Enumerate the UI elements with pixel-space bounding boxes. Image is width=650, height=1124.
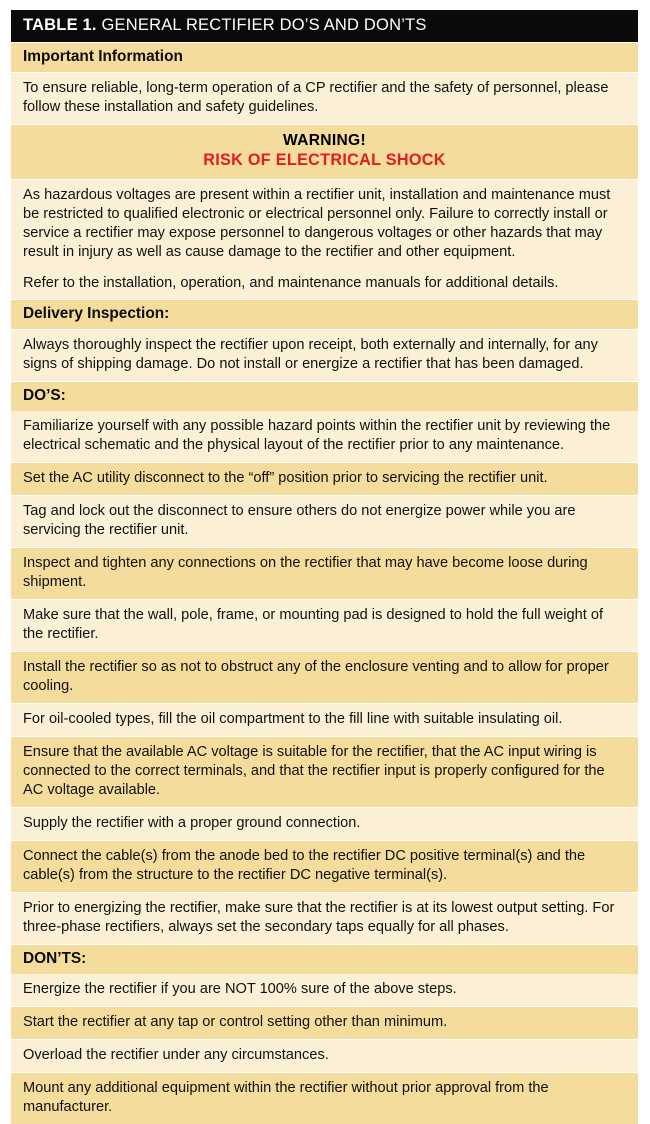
table-title-bar [11, 10, 638, 42]
donts-list-item: Overload the rectifier under any circumstances. [11, 1039, 638, 1072]
dos-list-item: For oil-cooled types, fill the oil compartment to the fill line with suitable insulating oil. [11, 703, 638, 736]
delivery-inspection-text: Always thoroughly inspect the rectifier upon receipt, both externally and internally, for any signs of shipping damage. Do not install or energize a rectifier that has been damaged. [11, 329, 638, 381]
rectifier-dos-donts-table [11, 10, 638, 1124]
donts-list [11, 974, 638, 1124]
dos-list-item: Familiarize yourself with any possible hazard points within the rectifier unit by reviewing the electrical schematic and the physical layout of the rectifier prior to any maintenance. [11, 411, 638, 462]
table-number: TABLE 1. [23, 16, 97, 34]
dos-list [11, 411, 638, 943]
table-title-text: GENERAL RECTIFIER DO’S AND DON’TS [101, 16, 427, 34]
section-header-important-information: Important Information [11, 42, 638, 72]
dos-list-item: Set the AC utility disconnect to the “off” position prior to servicing the rectifier unit. [11, 462, 638, 495]
section-header-delivery-inspection: Delivery Inspection: [11, 299, 638, 329]
warning-paragraph-spacer [23, 262, 626, 274]
important-information-text: To ensure reliable, long-term operation of a CP rectifier and the safety of personnel, please follow these installation and safety guidelines. [11, 72, 638, 124]
dos-list-item: Supply the rectifier with a proper ground connection. [11, 807, 638, 840]
warning-body-paragraph-1: As hazardous voltages are present within a rectifier unit, installation and maintenance must be restricted to qualified electronic or electrical personnel only. Failure to correctly install or service a rectifier may expose personnel to dangerous voltages or other hazards that may result in injury as well as cause damage to the rectifier and other equipment. [23, 186, 611, 260]
dos-list-item: Install the rectifier so as not to obstruct any of the enclosure venting and to allow for proper cooling. [11, 651, 638, 703]
dos-list-item: Connect the cable(s) from the anode bed to the rectifier DC positive terminal(s) and the cable(s) from the structure to the rectifier DC negative terminal(s). [11, 840, 638, 892]
donts-list-item: Start the rectifier at any tap or control setting other than minimum. [11, 1006, 638, 1039]
warning-body-block [11, 179, 638, 300]
warning-subtitle: RISK OF ELECTRICAL SHOCK [203, 151, 446, 170]
warning-banner [11, 124, 638, 179]
donts-list-item: Mount any additional equipment within the rectifier without prior approval from the manufacturer. [11, 1072, 638, 1124]
section-header-dos: DO’S: [11, 381, 638, 411]
dos-list-item: Tag and lock out the disconnect to ensure others do not energize power while you are servicing the rectifier unit. [11, 495, 638, 547]
section-header-donts: DON’TS: [11, 944, 638, 974]
dos-list-item: Prior to energizing the rectifier, make sure that the rectifier is at its lowest output setting. For three-phase rectifiers, always set the secondary taps equally for all phases. [11, 892, 638, 944]
dos-list-item: Inspect and tighten any connections on the rectifier that may have become loose during shipment. [11, 547, 638, 599]
warning-body-paragraph-2: Refer to the installation, operation, and maintenance manuals for additional details. [23, 274, 559, 291]
dos-list-item: Make sure that the wall, pole, frame, or mounting pad is designed to hold the full weight of the rectifier. [11, 599, 638, 651]
donts-list-item: Energize the rectifier if you are NOT 100% sure of the above steps. [11, 974, 638, 1006]
warning-title: WARNING! [283, 131, 366, 149]
dos-list-item: Ensure that the available AC voltage is suitable for the rectifier, that the AC input wiring is connected to the correct terminals, and that the rectifier input is properly configured for the AC voltage available. [11, 736, 638, 807]
